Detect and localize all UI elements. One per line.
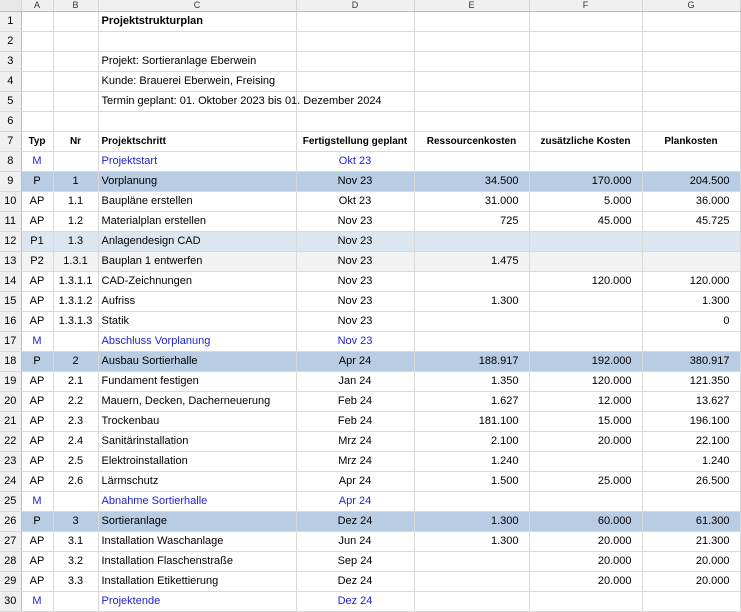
plan-cost-cell[interactable]: 1.300	[642, 292, 740, 312]
resource-cost-cell[interactable]: 1.350	[414, 372, 529, 392]
row-header[interactable]: 15	[0, 292, 21, 312]
table-row	[0, 232, 740, 252]
step-cell[interactable]: Mauern, Decken, Dacherneuerung	[98, 392, 296, 412]
cell[interactable]	[53, 52, 98, 72]
typ-cell[interactable]: AP	[21, 272, 53, 292]
nr-cell[interactable]: 1.3.1.1	[53, 272, 98, 292]
cell[interactable]	[529, 52, 642, 72]
row-header[interactable]: 9	[0, 172, 21, 192]
plan-cost-cell[interactable]: 21.300	[642, 532, 740, 552]
step-cell[interactable]: Aufriss	[98, 292, 296, 312]
row-header[interactable]: 5	[0, 92, 21, 112]
completion-cell[interactable]: Mrz 24	[296, 432, 414, 452]
table-row	[0, 512, 740, 532]
sheet-body	[0, 12, 740, 612]
completion-cell[interactable]: Nov 23	[296, 172, 414, 192]
completion-cell[interactable]: Okt 23	[296, 192, 414, 212]
resource-cost-cell[interactable]: 1.240	[414, 452, 529, 472]
nr-cell[interactable]	[53, 152, 98, 172]
typ-cell[interactable]: AP	[21, 452, 53, 472]
sheet-row	[0, 112, 740, 132]
cell[interactable]	[53, 112, 98, 132]
step-cell[interactable]: Trockenbau	[98, 412, 296, 432]
plan-cost-cell[interactable]: 1.240	[642, 452, 740, 472]
typ-cell[interactable]: M	[21, 592, 53, 612]
step-cell[interactable]: Projektende	[98, 592, 296, 612]
plan-cost-cell[interactable]: 0	[642, 312, 740, 332]
schedule-cell[interactable]: Termin geplant: 01. Oktober 2023 bis 01. Dezember 2024	[98, 92, 296, 112]
extra-cost-cell[interactable]: 20.000	[529, 432, 642, 452]
table-row	[0, 392, 740, 412]
extra-cost-cell[interactable]: 20.000	[529, 572, 642, 592]
resource-cost-cell[interactable]: 1.475	[414, 252, 529, 272]
header-nr[interactable]: Nr	[53, 132, 98, 152]
completion-cell[interactable]: Apr 24	[296, 352, 414, 372]
completion-cell[interactable]: Nov 23	[296, 292, 414, 312]
step-cell[interactable]: Projektstart	[98, 152, 296, 172]
table-row	[0, 572, 740, 592]
header-ressourcenkosten[interactable]: Ressourcenkosten	[414, 132, 529, 152]
cell[interactable]	[642, 52, 740, 72]
nr-cell[interactable]: 2.1	[53, 372, 98, 392]
completion-cell[interactable]: Nov 23	[296, 252, 414, 272]
extra-cost-cell[interactable]	[529, 332, 642, 352]
row-header[interactable]: 6	[0, 112, 21, 132]
column-header-g[interactable]: G	[642, 0, 740, 12]
row-header[interactable]: 4	[0, 72, 21, 92]
typ-cell[interactable]: M	[21, 492, 53, 512]
row-header[interactable]: 20	[0, 392, 21, 412]
extra-cost-cell[interactable]	[529, 292, 642, 312]
nr-cell[interactable]: 2.5	[53, 452, 98, 472]
resource-cost-cell[interactable]: 1.300	[414, 292, 529, 312]
table-row	[0, 272, 740, 292]
cell[interactable]	[21, 112, 53, 132]
row-header[interactable]: 17	[0, 332, 21, 352]
cell[interactable]	[296, 32, 414, 52]
extra-cost-cell[interactable]: 20.000	[529, 552, 642, 572]
plan-cost-cell[interactable]: 196.100	[642, 412, 740, 432]
table-row	[0, 432, 740, 452]
resource-cost-cell[interactable]: 34.500	[414, 172, 529, 192]
plan-cost-cell[interactable]: 26.500	[642, 472, 740, 492]
nr-cell[interactable]: 2	[53, 352, 98, 372]
row-header[interactable]: 23	[0, 452, 21, 472]
table-row	[0, 552, 740, 572]
completion-cell[interactable]: Jan 24	[296, 372, 414, 392]
completion-cell[interactable]: Dez 24	[296, 592, 414, 612]
cell[interactable]	[21, 12, 53, 32]
nr-cell[interactable]	[53, 492, 98, 512]
plan-cost-cell[interactable]: 380.917	[642, 352, 740, 372]
sheet-row	[0, 92, 740, 112]
extra-cost-cell[interactable]	[529, 452, 642, 472]
table-header-row	[0, 132, 740, 152]
step-cell[interactable]: Lärmschutz	[98, 472, 296, 492]
plan-cost-cell[interactable]: 22.100	[642, 432, 740, 452]
resource-cost-cell[interactable]	[414, 232, 529, 252]
column-header-d[interactable]: D	[296, 0, 414, 12]
step-cell[interactable]: Elektroinstallation	[98, 452, 296, 472]
resource-cost-cell[interactable]	[414, 272, 529, 292]
nr-cell[interactable]: 1.1	[53, 192, 98, 212]
sheet-row	[0, 72, 740, 92]
header-plankosten[interactable]: Plankosten	[642, 132, 740, 152]
cell[interactable]	[53, 32, 98, 52]
extra-cost-cell[interactable]	[529, 152, 642, 172]
typ-cell[interactable]: M	[21, 152, 53, 172]
typ-cell[interactable]: AP	[21, 572, 53, 592]
cell[interactable]	[21, 92, 53, 112]
step-cell[interactable]: Installation Flaschenstraße	[98, 552, 296, 572]
nr-cell[interactable]: 2.4	[53, 432, 98, 452]
column-header-b[interactable]: B	[53, 0, 98, 12]
step-cell[interactable]: Sanitärinstallation	[98, 432, 296, 452]
typ-cell[interactable]: AP	[21, 412, 53, 432]
typ-cell[interactable]: P1	[21, 232, 53, 252]
plan-cost-cell[interactable]	[642, 492, 740, 512]
step-cell[interactable]: Ausbau Sortierhalle	[98, 352, 296, 372]
extra-cost-cell[interactable]: 15.000	[529, 412, 642, 432]
completion-cell[interactable]: Feb 24	[296, 392, 414, 412]
nr-cell[interactable]: 2.2	[53, 392, 98, 412]
step-cell[interactable]: Statik	[98, 312, 296, 332]
completion-cell[interactable]: Nov 23	[296, 332, 414, 352]
plan-cost-cell[interactable]: 13.627	[642, 392, 740, 412]
typ-cell[interactable]: P2	[21, 252, 53, 272]
row-header[interactable]: 24	[0, 472, 21, 492]
cell[interactable]	[53, 92, 98, 112]
header-fertigstellung[interactable]: Fertigstellung geplant	[296, 132, 414, 152]
cell[interactable]	[529, 32, 642, 52]
cell[interactable]	[529, 92, 642, 112]
plan-cost-cell[interactable]: 36.000	[642, 192, 740, 212]
typ-cell[interactable]: P	[21, 172, 53, 192]
completion-cell[interactable]: Mrz 24	[296, 452, 414, 472]
cell[interactable]	[21, 32, 53, 52]
nr-cell[interactable]: 2.6	[53, 472, 98, 492]
resource-cost-cell[interactable]: 1.300	[414, 532, 529, 552]
row-header[interactable]: 29	[0, 572, 21, 592]
cell[interactable]	[414, 52, 529, 72]
cell[interactable]	[642, 72, 740, 92]
step-cell[interactable]: Baupläne erstellen	[98, 192, 296, 212]
table-row	[0, 212, 740, 232]
cell[interactable]	[642, 32, 740, 52]
row-header[interactable]: 2	[0, 32, 21, 52]
step-cell[interactable]: Installation Etikettierung	[98, 572, 296, 592]
table-row	[0, 312, 740, 332]
extra-cost-cell[interactable]: 20.000	[529, 532, 642, 552]
cell[interactable]	[53, 12, 98, 32]
row-header[interactable]: 3	[0, 52, 21, 72]
cell[interactable]	[21, 52, 53, 72]
cell[interactable]	[529, 72, 642, 92]
completion-cell[interactable]: Nov 23	[296, 312, 414, 332]
extra-cost-cell[interactable]: 120.000	[529, 272, 642, 292]
table-row	[0, 252, 740, 272]
typ-cell[interactable]: AP	[21, 392, 53, 412]
typ-cell[interactable]: AP	[21, 532, 53, 552]
row-header[interactable]: 7	[0, 132, 21, 152]
row-header[interactable]: 21	[0, 412, 21, 432]
resource-cost-cell[interactable]	[414, 552, 529, 572]
table-row	[0, 152, 740, 172]
row-header[interactable]: 25	[0, 492, 21, 512]
typ-cell[interactable]: AP	[21, 552, 53, 572]
resource-cost-cell[interactable]: 1.627	[414, 392, 529, 412]
plan-cost-cell[interactable]: 204.500	[642, 172, 740, 192]
row-header[interactable]: 8	[0, 152, 21, 172]
column-header-f[interactable]: F	[529, 0, 642, 12]
cell[interactable]	[53, 72, 98, 92]
step-cell[interactable]: Anlagendesign CAD	[98, 232, 296, 252]
cell[interactable]	[529, 112, 642, 132]
table-row	[0, 352, 740, 372]
nr-cell[interactable]: 1.3.1	[53, 252, 98, 272]
sheet-row	[0, 32, 740, 52]
nr-cell[interactable]: 1.3	[53, 232, 98, 252]
table-row	[0, 372, 740, 392]
plan-cost-cell[interactable]: 121.350	[642, 372, 740, 392]
completion-cell[interactable]: Apr 24	[296, 492, 414, 512]
resource-cost-cell[interactable]: 31.000	[414, 192, 529, 212]
plan-cost-cell[interactable]: 45.725	[642, 212, 740, 232]
step-cell[interactable]: Vorplanung	[98, 172, 296, 192]
typ-cell[interactable]: AP	[21, 192, 53, 212]
resource-cost-cell[interactable]: 188.917	[414, 352, 529, 372]
column-header-row	[0, 0, 740, 12]
step-cell[interactable]: Sortieranlage	[98, 512, 296, 532]
row-header[interactable]: 22	[0, 432, 21, 452]
select-all-corner[interactable]	[0, 0, 21, 12]
step-cell[interactable]: Bauplan 1 entwerfen	[98, 252, 296, 272]
table-row	[0, 412, 740, 432]
cell[interactable]	[98, 32, 296, 52]
extra-cost-cell[interactable]	[529, 492, 642, 512]
plan-cost-cell[interactable]: 20.000	[642, 552, 740, 572]
step-cell[interactable]: Abnahme Sortierhalle	[98, 492, 296, 512]
completion-cell[interactable]: Jun 24	[296, 532, 414, 552]
cell[interactable]	[642, 12, 740, 32]
extra-cost-cell[interactable]	[529, 252, 642, 272]
extra-cost-cell[interactable]: 60.000	[529, 512, 642, 532]
extra-cost-cell[interactable]	[529, 312, 642, 332]
table-row	[0, 532, 740, 552]
row-header[interactable]: 26	[0, 512, 21, 532]
cell[interactable]	[296, 112, 414, 132]
plan-cost-cell[interactable]	[642, 592, 740, 612]
completion-cell[interactable]: Okt 23	[296, 152, 414, 172]
column-header-e[interactable]: E	[414, 0, 529, 12]
sheet-row	[0, 12, 740, 32]
table-row	[0, 172, 740, 192]
step-cell[interactable]: Abschluss Vorplanung	[98, 332, 296, 352]
resource-cost-cell[interactable]: 725	[414, 212, 529, 232]
extra-cost-cell[interactable]: 170.000	[529, 172, 642, 192]
extra-cost-cell[interactable]: 120.000	[529, 372, 642, 392]
completion-cell[interactable]: Sep 24	[296, 552, 414, 572]
extra-cost-cell[interactable]: 45.000	[529, 212, 642, 232]
resource-cost-cell[interactable]	[414, 312, 529, 332]
cell[interactable]	[642, 92, 740, 112]
resource-cost-cell[interactable]	[414, 332, 529, 352]
plan-cost-cell[interactable]	[642, 332, 740, 352]
step-cell[interactable]: CAD-Zeichnungen	[98, 272, 296, 292]
plan-cost-cell[interactable]	[642, 232, 740, 252]
resource-cost-cell[interactable]	[414, 592, 529, 612]
step-cell[interactable]: Installation Waschanlage	[98, 532, 296, 552]
row-header[interactable]: 10	[0, 192, 21, 212]
project-name-cell[interactable]: Projekt: Sortieranlage Eberwein	[98, 52, 296, 72]
nr-cell[interactable]: 2.3	[53, 412, 98, 432]
row-header[interactable]: 1	[0, 12, 21, 32]
completion-cell[interactable]: Apr 24	[296, 472, 414, 492]
resource-cost-cell[interactable]: 1.500	[414, 472, 529, 492]
completion-cell[interactable]: Nov 23	[296, 232, 414, 252]
row-header[interactable]: 12	[0, 232, 21, 252]
resource-cost-cell[interactable]	[414, 152, 529, 172]
extra-cost-cell[interactable]: 192.000	[529, 352, 642, 372]
table-row	[0, 332, 740, 352]
nr-cell[interactable]: 1.2	[53, 212, 98, 232]
row-header[interactable]: 30	[0, 592, 21, 612]
resource-cost-cell[interactable]	[414, 492, 529, 512]
typ-cell[interactable]: M	[21, 332, 53, 352]
row-header[interactable]: 28	[0, 552, 21, 572]
row-header[interactable]: 14	[0, 272, 21, 292]
row-header[interactable]: 27	[0, 532, 21, 552]
typ-cell[interactable]: AP	[21, 432, 53, 452]
resource-cost-cell[interactable]: 181.100	[414, 412, 529, 432]
nr-cell[interactable]: 3.2	[53, 552, 98, 572]
completion-cell[interactable]: Nov 23	[296, 272, 414, 292]
nr-cell[interactable]: 3	[53, 512, 98, 532]
nr-cell[interactable]	[53, 332, 98, 352]
plan-cost-cell[interactable]	[642, 152, 740, 172]
row-header[interactable]: 16	[0, 312, 21, 332]
cell[interactable]	[296, 52, 414, 72]
typ-cell[interactable]: AP	[21, 372, 53, 392]
header-projektschritt[interactable]: Projektschritt	[98, 132, 296, 152]
table-row	[0, 592, 740, 612]
row-header[interactable]: 13	[0, 252, 21, 272]
nr-cell[interactable]: 1	[53, 172, 98, 192]
cell[interactable]	[98, 112, 296, 132]
cell[interactable]	[414, 32, 529, 52]
nr-cell[interactable]: 1.3.1.2	[53, 292, 98, 312]
cell[interactable]	[414, 72, 529, 92]
sheet-row	[0, 52, 740, 72]
step-cell[interactable]: Fundament festigen	[98, 372, 296, 392]
cell[interactable]	[414, 112, 529, 132]
extra-cost-cell[interactable]	[529, 592, 642, 612]
cell[interactable]	[414, 92, 529, 112]
nr-cell[interactable]	[53, 592, 98, 612]
completion-cell[interactable]: Dez 24	[296, 512, 414, 532]
row-header[interactable]: 11	[0, 212, 21, 232]
typ-cell[interactable]: AP	[21, 212, 53, 232]
table-row	[0, 292, 740, 312]
extra-cost-cell[interactable]: 12.000	[529, 392, 642, 412]
header-typ[interactable]: Typ	[21, 132, 53, 152]
row-header[interactable]: 19	[0, 372, 21, 392]
completion-cell[interactable]: Nov 23	[296, 212, 414, 232]
column-header-a[interactable]: A	[21, 0, 53, 12]
extra-cost-cell[interactable]: 25.000	[529, 472, 642, 492]
column-header-c[interactable]: C	[98, 0, 296, 12]
nr-cell[interactable]: 3.3	[53, 572, 98, 592]
resource-cost-cell[interactable]: 1.300	[414, 512, 529, 532]
table-row	[0, 452, 740, 472]
typ-cell[interactable]: P	[21, 512, 53, 532]
resource-cost-cell[interactable]: 2.100	[414, 432, 529, 452]
completion-cell[interactable]: Feb 24	[296, 412, 414, 432]
header-zusaetzliche-kosten[interactable]: zusätzliche Kosten	[529, 132, 642, 152]
nr-cell[interactable]: 1.3.1.3	[53, 312, 98, 332]
typ-cell[interactable]: AP	[21, 312, 53, 332]
completion-cell[interactable]: Dez 24	[296, 572, 414, 592]
cell[interactable]	[642, 112, 740, 132]
cell[interactable]	[296, 12, 414, 32]
nr-cell[interactable]: 3.1	[53, 532, 98, 552]
typ-cell[interactable]: P	[21, 352, 53, 372]
plan-cost-cell[interactable]: 120.000	[642, 272, 740, 292]
cell[interactable]	[21, 72, 53, 92]
table-row	[0, 192, 740, 212]
table-row	[0, 492, 740, 512]
cell[interactable]	[414, 12, 529, 32]
typ-cell[interactable]: AP	[21, 292, 53, 312]
customer-cell[interactable]: Kunde: Brauerei Eberwein, Freising	[98, 72, 296, 92]
row-header[interactable]: 18	[0, 352, 21, 372]
typ-cell[interactable]: AP	[21, 472, 53, 492]
extra-cost-cell[interactable]	[529, 232, 642, 252]
cell[interactable]	[529, 12, 642, 32]
plan-cost-cell[interactable]: 20.000	[642, 572, 740, 592]
step-cell[interactable]: Materialplan erstellen	[98, 212, 296, 232]
sheet-title-cell[interactable]: Projektstrukturplan	[98, 12, 296, 32]
resource-cost-cell[interactable]	[414, 572, 529, 592]
plan-cost-cell[interactable]	[642, 252, 740, 272]
table-row	[0, 472, 740, 492]
plan-cost-cell[interactable]: 61.300	[642, 512, 740, 532]
extra-cost-cell[interactable]: 5.000	[529, 192, 642, 212]
cell[interactable]	[296, 72, 414, 92]
